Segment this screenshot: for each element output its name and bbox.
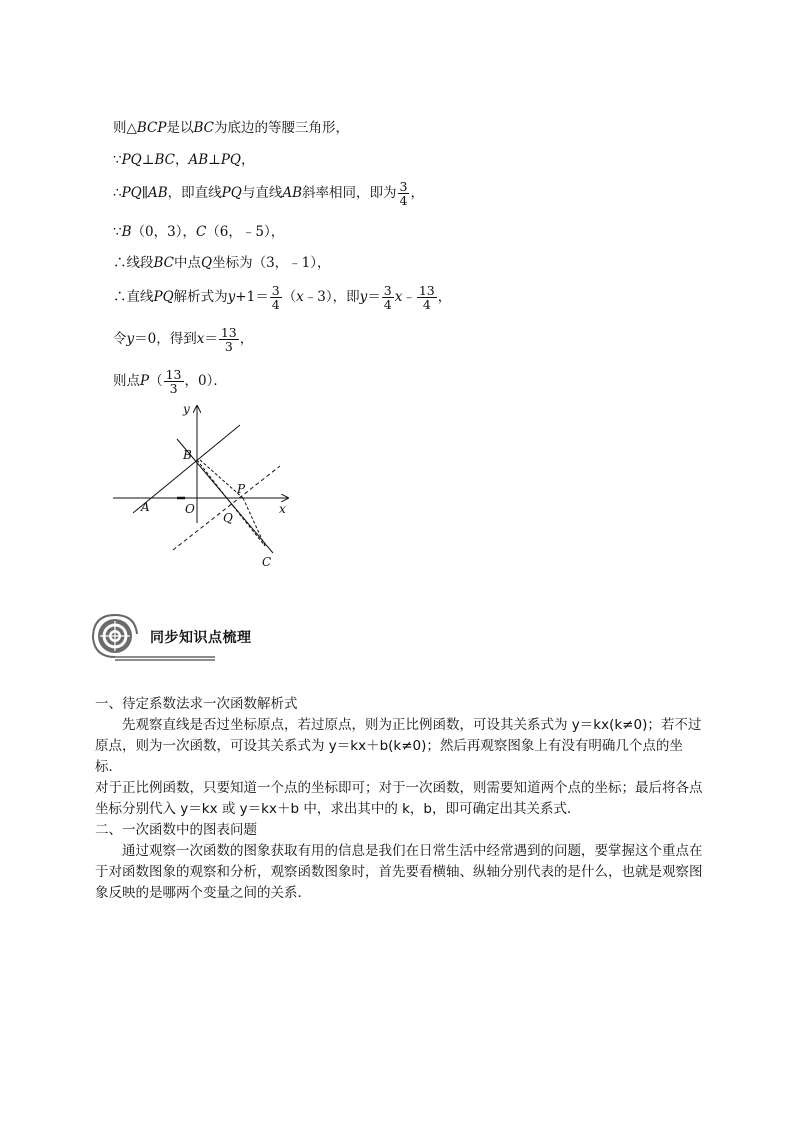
var: P [140,372,150,389]
text: ＝ [204,330,218,347]
text: （ [149,372,163,389]
text: ﹣3），即 [303,288,360,305]
denominator: 4 [399,193,408,209]
text: （ [282,288,297,305]
fraction [164,368,184,395]
text: ∴直线 [113,288,154,305]
var: BCP [136,120,167,136]
text: ⊥ [208,152,221,168]
solution-line-6 [113,284,451,311]
paragraph-1: 先观察直线是否过坐标原点，若过原点，则为正比例函数，可设其关系式为 y＝kx(k≠0)；若不过原点，则为一次函数，可设其关系式为 y＝kx＋b(k≠0)；然后再观察图象上有没有明确几个点的坐标． [95,717,702,775]
text: ∵ [113,152,122,168]
var: BC [153,255,175,271]
label-o: O [185,502,195,516]
paragraph-3b: 于对函数图象的观察和分析，观察函数图象时，首先要看横轴、纵轴分别代表的是什么，也就是观察图 [95,864,703,880]
text: 斜率相同，即为 [302,184,397,201]
text: ∴ [113,184,122,201]
denominator: 4 [383,297,392,313]
fraction [398,180,410,207]
solution-line-8 [113,368,227,395]
fraction [382,284,394,311]
text: ， [174,152,189,168]
numerator: 13 [220,325,237,340]
var: PQ [153,288,174,305]
var: Q [201,255,213,271]
var: PQ [121,184,142,201]
solution-line-5 [113,257,331,271]
var: AB [148,184,168,201]
var: x [196,330,205,347]
text: 与直线 [241,184,283,201]
var: PQ [121,152,142,168]
text: +1＝ [235,288,269,305]
numerator: 3 [271,283,280,298]
text: 则点 [113,372,140,389]
denominator: 3 [169,381,178,397]
solution-line-4 [113,226,284,240]
numerator: 3 [399,179,408,194]
numerator: 3 [383,283,392,298]
var: C [195,224,207,240]
paragraph-3a: 通过观察一次函数的图象获取有用的信息是我们在日常生活中经常遇到的问题，要掌握这个重点在 [122,843,703,859]
text: ， [239,330,254,347]
text: ∴线段 [113,255,154,271]
denominator: 3 [224,339,233,355]
text: ，0）． [184,372,227,389]
text: ， [410,184,424,201]
text: （0，3）， [131,224,196,240]
text: （6，﹣5）， [206,224,285,240]
label-c: C [262,555,272,569]
section-title: 同步知识点梳理 [150,630,252,646]
text: ＝ [367,288,381,305]
text: ， [241,152,255,168]
label-a: A [141,500,150,514]
fraction [270,284,282,311]
label-y: y [183,402,190,416]
var: y [359,288,368,305]
heading-2: 二、一次函数中的图表问题 [95,822,257,838]
text: 是以 [166,120,194,136]
heading-1: 一、待定系数法求一次函数解析式 [95,696,298,712]
denominator: 4 [422,297,431,313]
text: ，即直线 [167,184,222,201]
var: y [227,288,236,305]
knowledge-section-1 [95,694,705,904]
text: ∵ [113,224,122,240]
var: PQ [221,184,242,201]
text: ﹣ [402,288,416,305]
solution-line-3 [113,180,424,207]
numerator: 13 [418,283,435,298]
paragraph-3c: 象反映的是哪两个变量之间的关系． [95,885,311,901]
label-p: P [237,482,246,496]
text: ⊥ [141,152,155,168]
fraction [417,284,437,311]
text: 中点 [174,255,202,271]
denominator: 4 [271,297,280,313]
text: 为底边的等腰三角形， [214,120,349,136]
text: ∥ [141,184,148,201]
solution-line-7 [113,326,253,353]
var: BC [154,152,175,168]
var: PQ [220,152,241,168]
var: AB [282,184,302,201]
var: AB [188,152,209,168]
numerator: 13 [165,367,182,382]
label-x: x [279,502,286,516]
var: B [121,224,132,240]
var: y [126,330,135,347]
var: x [296,288,304,305]
text: ＝0，得到 [134,330,197,347]
fraction [219,326,239,353]
var: BC [193,120,214,136]
label-q: Q [223,511,233,525]
coordinate-diagram [105,398,305,573]
text: 则△ [113,120,137,136]
solution-line-2 [113,154,255,168]
text: 令 [113,330,127,347]
text: ， [437,288,452,305]
target-icon [98,619,132,653]
paragraph-2: 对于正比例函数，只要知道一个点的坐标即可；对于一次函数，则需要知道两个点的坐标；最后将各点坐标分别代入 y＝kx 或 y＝kx＋b 中，求出其中的 k，b，即可确定出其关系式． [95,780,703,817]
solution-line-1 [113,122,349,136]
label-b: B [183,448,192,462]
text: 坐标为（3，﹣1）， [212,255,331,271]
var: x [394,288,403,305]
text: 解析式为 [173,288,228,305]
